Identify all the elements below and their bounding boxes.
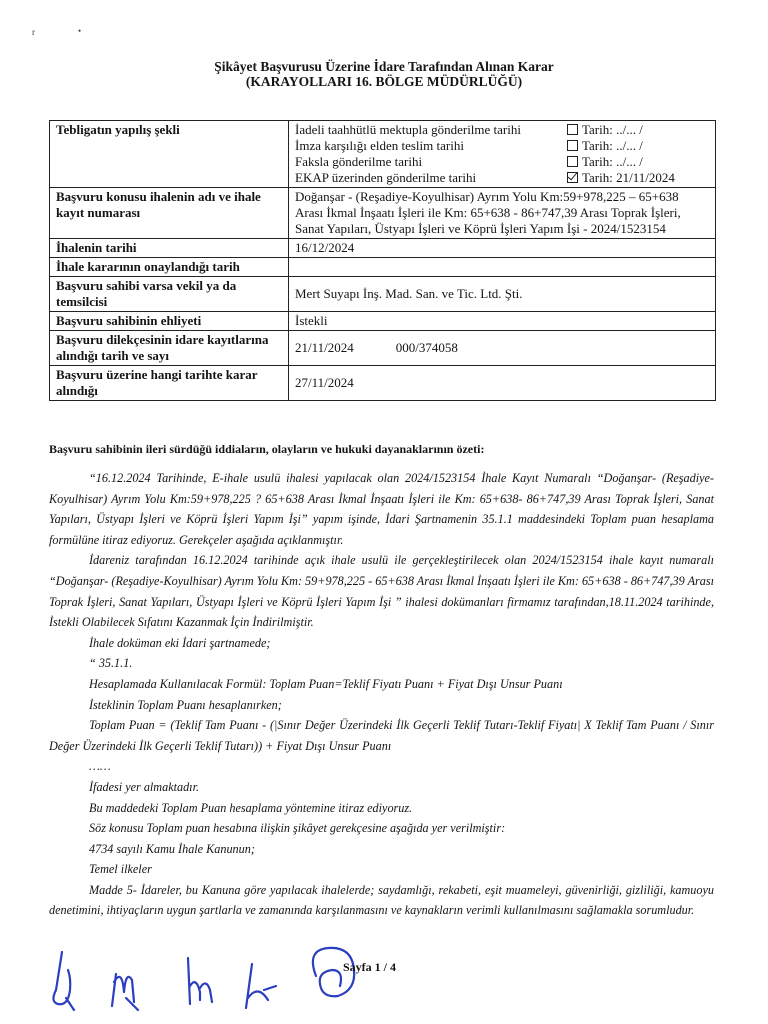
- signature-mark: [188, 958, 212, 1004]
- table-row: [50, 277, 716, 312]
- table-row: [50, 239, 716, 258]
- notice-checkbox: [567, 138, 643, 154]
- page-number: Sayfa 1 / 4: [343, 960, 397, 974]
- paragraph: “16.12.2024 Tarihinde, E-ihale usulü ihalesi yapılacak olan 2024/1523154 İhale Kayıt Numaralı “Doğanşar- (Reşadiye-Koyulhisar) Ayrım Yolu Km:59+978,225 ? 65+638 Arası İkmal İnşaatı İşleri ile Km: 65+638- 86+747,39 Arası Toprak İşleri, Sanat Yapıları, Üstyapı İşleri ve Köprü İşleri Yapım İşi” yapım işinde, İdari Şartnamenin 35.1.1 maddesindeki Toplam puan hesaplama formülüne itiraz ediyoruz. Gerekçeler aşağıda açıklanmıştır.: [49, 471, 714, 547]
- paragraph: “ 35.1.1.: [89, 656, 133, 671]
- signature-mark: [53, 952, 74, 1010]
- notice-date: Tarih: ../... /: [582, 122, 643, 137]
- registry-label: Başvuru dilekçesinin idare kayıtlarına alındığı tarih ve sayı: [50, 331, 289, 366]
- checkbox-empty-icon: [567, 124, 578, 135]
- notification-methods: [289, 121, 716, 188]
- notice-checkbox: [567, 170, 675, 186]
- approval-date-value: [289, 258, 716, 277]
- paragraph: Hesaplamada Kullanılacak Formül: Toplam Puan=Teklif Fiyatı Puanı + Fiyat Dışı Unsur Puanı: [89, 676, 563, 691]
- paragraph: ……: [89, 759, 111, 774]
- applicant-label: Başvuru sahibi varsa vekil ya da temsilcisi: [50, 277, 289, 312]
- table-row: [50, 121, 716, 188]
- paragraph: İhale doküman eki İdari şartnamede;: [89, 635, 271, 650]
- paragraph: Madde 5- İdareler, bu Kanuna göre yapılacak ihalelerde; saydamlığı, rekabeti, eşit muameleyi, güvenirliği, gizliliği, kamuoyu denetimini, ihtiyaçların uygun şartlarla ve zamanında karşılanmasını ve kaynakların verimli kullanılmasını sağlamakla sorumludur.: [49, 882, 714, 918]
- document-title: Şikâyet Başvurusu Üzerine İdare Tarafından Alınan Karar: [214, 59, 554, 74]
- tender-date-label: İhalenin tarihi: [50, 239, 289, 258]
- checkbox-empty-icon: [567, 156, 578, 167]
- paragraph: İsteklinin Toplam Puanı hesaplanırken;: [89, 697, 282, 712]
- paragraph: Toplam Puan = (Teklif Tam Puanı - (|Sınır Değer Üzerindeki İlk Geçerli Teklif Tutarı-Teklif Fiyatı| X Teklif Tam Puanı / Sınır Değer Üzerindeki İlk Geçerli Teklif Tutarı)) + Fiyat Dışı Unsur Puanı: [49, 718, 714, 753]
- notification-label: Tebligatın yapılış şekli: [50, 121, 289, 188]
- document-subtitle: (KARAYOLLARI 16. BÖLGE MÜDÜRLÜĞÜ): [245, 74, 523, 89]
- notice-row-mail: [295, 122, 709, 138]
- notice-date: Tarih: 21/11/2024: [582, 170, 675, 185]
- table-row: [50, 188, 716, 239]
- approval-date-label: İhale kararının onaylandığı tarih: [50, 258, 289, 277]
- scan-speck: r: [32, 27, 35, 37]
- subject-label: Başvuru konusu ihalenin adı ve ihale kayıt numarası: [50, 188, 289, 239]
- notice-row-hand: [295, 138, 709, 154]
- paragraph: İfadesi yer almaktadır.: [89, 779, 200, 794]
- notice-row-fax: [295, 154, 709, 170]
- checkbox-empty-icon: [567, 140, 578, 151]
- table-row: [50, 258, 716, 277]
- notice-method: EKAP üzerinden gönderilme tarihi: [295, 170, 477, 185]
- decision-value: 27/11/2024: [289, 366, 716, 401]
- signature-mark: [246, 964, 276, 1008]
- complaint-summary-text: [49, 468, 714, 921]
- checkbox-checked-icon: [567, 172, 578, 183]
- decision-label: Başvuru üzerine hangi tarihte karar alındığı: [50, 366, 289, 401]
- signature-mark: [112, 974, 138, 1010]
- application-info-table: [49, 120, 716, 401]
- tender-date-value: 16/12/2024: [289, 239, 716, 258]
- registry-value: [289, 331, 716, 366]
- handwritten-signatures: [40, 940, 460, 1024]
- scan-speck: •: [78, 26, 82, 36]
- notice-method: İmza karşılığı elden teslim tarihi: [295, 138, 464, 153]
- table-row: [50, 312, 716, 331]
- subject-value: Doğanşar - (Reşadiye-Koyulhisar) Ayrım Yolu Km:59+978,225 – 65+638 Arası İkmal İnşaatı İşleri ile Km: 65+638 - 86+747,39 Arası Toprak İşleri, Sanat Yapıları, Üstyapı İşleri ve Köprü İşleri Yapım İşi - 2024/1523154: [289, 188, 716, 239]
- notice-method: Faksla gönderilme tarihi: [295, 154, 423, 169]
- paragraph: İdareniz tarafından 16.12.2024 tarihinde açık ihale usulü ile gerçekleştirilecek olan 2024/1523154 ihale kayıt numaralı “Doğanşar- (Reşadiye-Koyulhisar) Ayrım Yolu Km: 59+978,225 - 65+638 Arası İkmal İnşaatı İşleri ile Km: 65+638 - 86+747,39 Arası Toprak İşleri, Sanat Yapıları, Üstyapı İşleri ve Köprü İşleri Yapım İşi ” ihalesi dokümanları firmamız tarafından,18.11.2024 tarihinde, İstekli Olabilecek Sıfatını Kazanmak İçin İndirilmiştir.: [49, 553, 714, 630]
- table-row: [50, 331, 716, 366]
- notice-method: İadeli taahhütlü mektupla gönderilme tarihi: [295, 122, 521, 137]
- eligibility-label: Başvuru sahibinin ehliyeti: [50, 312, 289, 331]
- paragraph: Söz konusu Toplam puan hesabına ilişkin şikâyet gerekçesine aşağıda yer verilmiştir:: [89, 821, 506, 836]
- registry-number: 000/374058: [395, 340, 458, 355]
- notice-checkbox: [567, 154, 643, 170]
- applicant-value: Mert Suyapı İnş. Mad. San. ve Tic. Ltd. Şti.: [289, 277, 716, 312]
- notice-date: Tarih: ../... /: [582, 138, 643, 153]
- table-row: [50, 366, 716, 401]
- registry-date: 21/11/2024: [295, 340, 354, 355]
- summary-heading: Başvuru sahibinin ileri sürdüğü iddiaların, olayların ve hukuki dayanaklarının özeti:: [49, 442, 485, 456]
- notice-row-ekap: [295, 170, 709, 186]
- paragraph: Bu maddedeki Toplam Puan hesaplama yöntemine itiraz ediyoruz.: [89, 800, 413, 815]
- paragraph: Temel ilkeler: [89, 862, 152, 877]
- eligibility-value: İstekli: [289, 312, 716, 331]
- paragraph: 4734 sayılı Kamu İhale Kanunun;: [89, 841, 255, 856]
- notice-checkbox: [567, 122, 643, 138]
- notice-date: Tarih: ../... /: [582, 154, 643, 169]
